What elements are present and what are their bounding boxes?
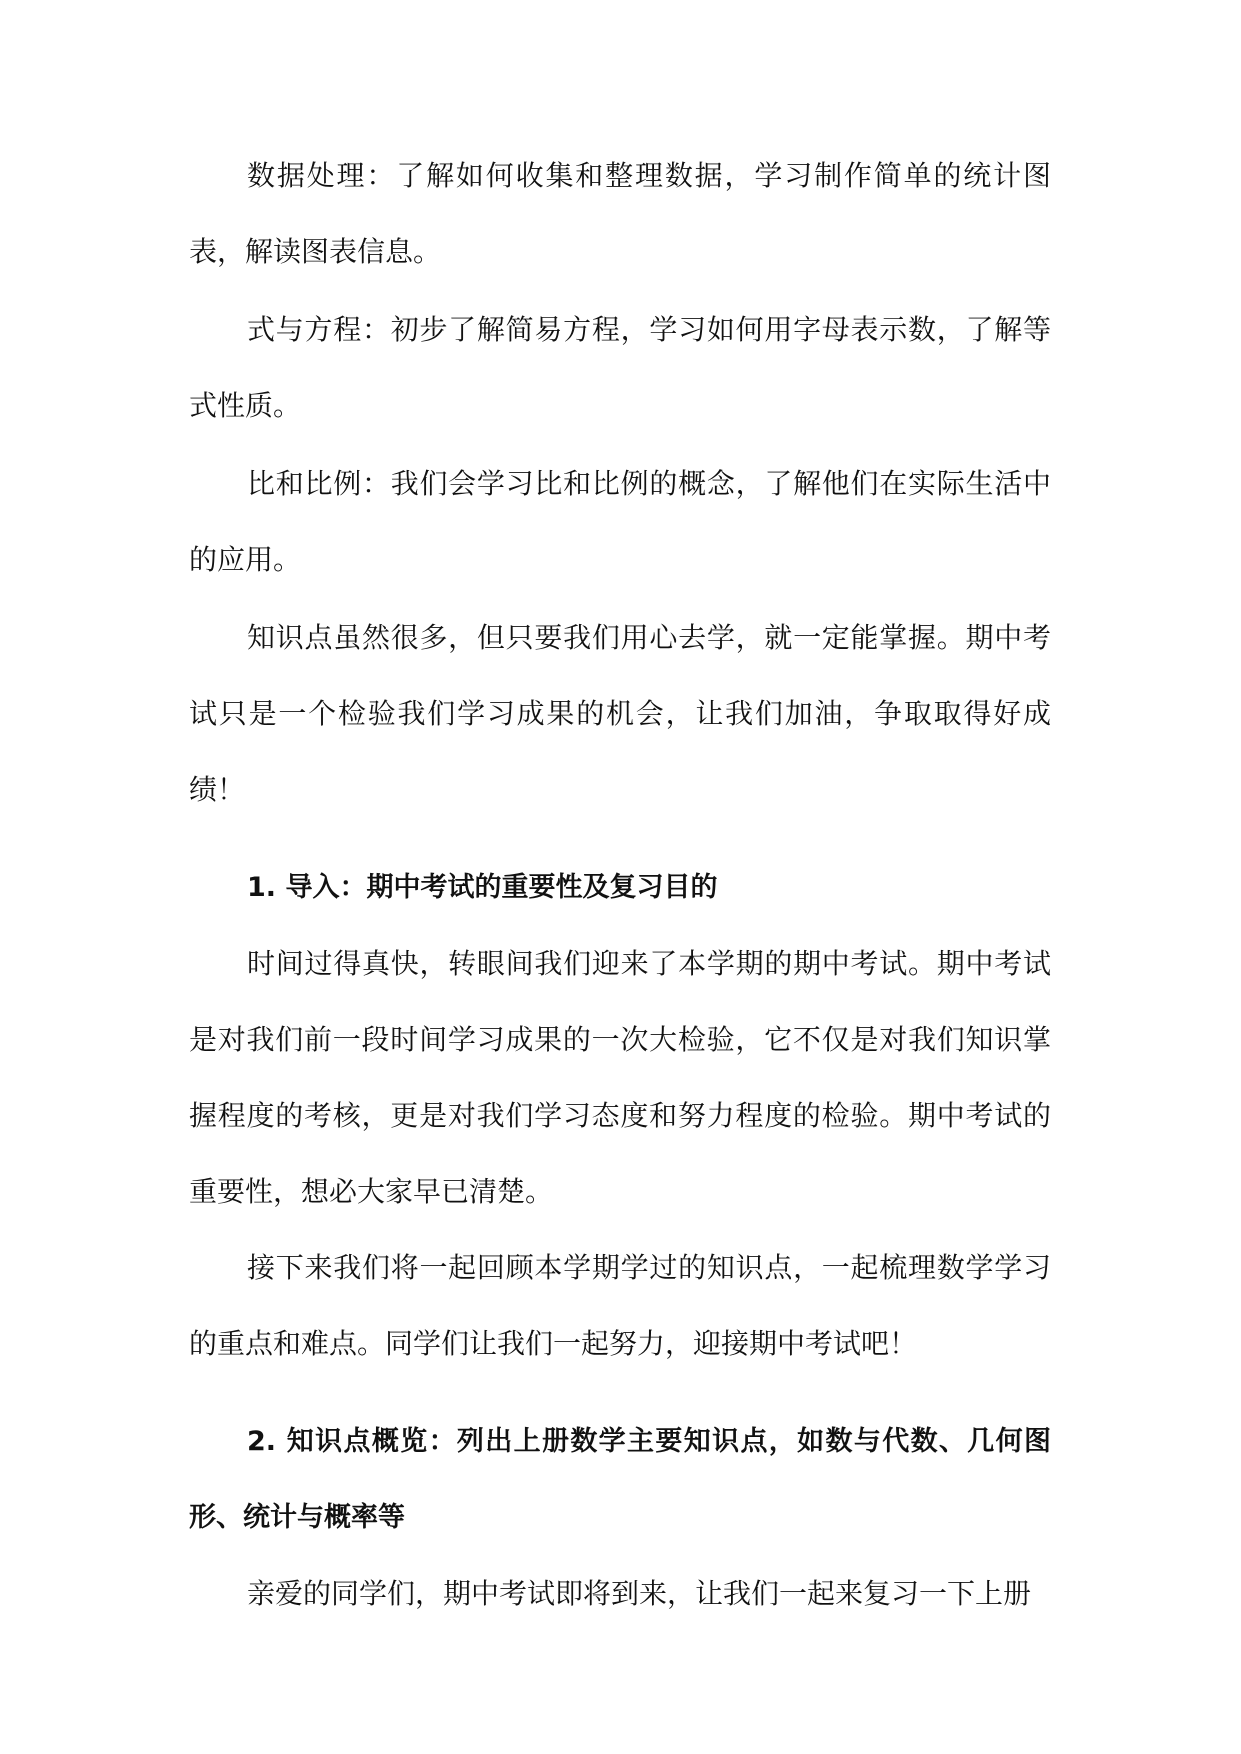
paragraph-encouragement: 知识点虽然很多，但只要我们用心去学，就一定能掌握。期中考试只是一个检验我们学习成果的机会，让我们加油，争取取得好成绩！ — [189, 621, 1051, 806]
paragraph-review-plan: 接下来我们将一起回顾本学期学过的知识点，一起梳理数学学习的重点和难点。同学们让我们一起努力，迎接期中考试吧！ — [189, 1251, 1051, 1360]
paragraph-exam-importance: 时间过得真快，转眼间我们迎来了本学期的期中考试。期中考试是对我们前一段时间学习成果的一次大检验，它不仅是对我们知识掌握程度的考核，更是对我们学习态度和努力程度的检验。期中考试的重要性，想必大家早已清楚。 — [189, 947, 1051, 1208]
paragraph-data-processing: 数据处理：了解如何收集和整理数据，学习制作简单的统计图表，解读图表信息。 — [189, 159, 1051, 268]
paragraph-ratio: 比和比例：我们会学习比和比例的概念，了解他们在实际生活中的应用。 — [189, 467, 1051, 576]
heading-intro: 1. 导入：期中考试的重要性及复习目的 — [247, 872, 718, 903]
heading-knowledge-overview: 2. 知识点概览：列出上册数学主要知识点，如数与代数、几何图形、统计与概率等 — [189, 1426, 1051, 1533]
paragraph-greeting: 亲爱的同学们，期中考试即将到来，让我们一起来复习一下上册 — [247, 1577, 1032, 1610]
paragraph-equations: 式与方程：初步了解简易方程，学习如何用字母表示数，了解等式性质。 — [189, 313, 1051, 422]
document-body — [189, 138, 1051, 1632]
